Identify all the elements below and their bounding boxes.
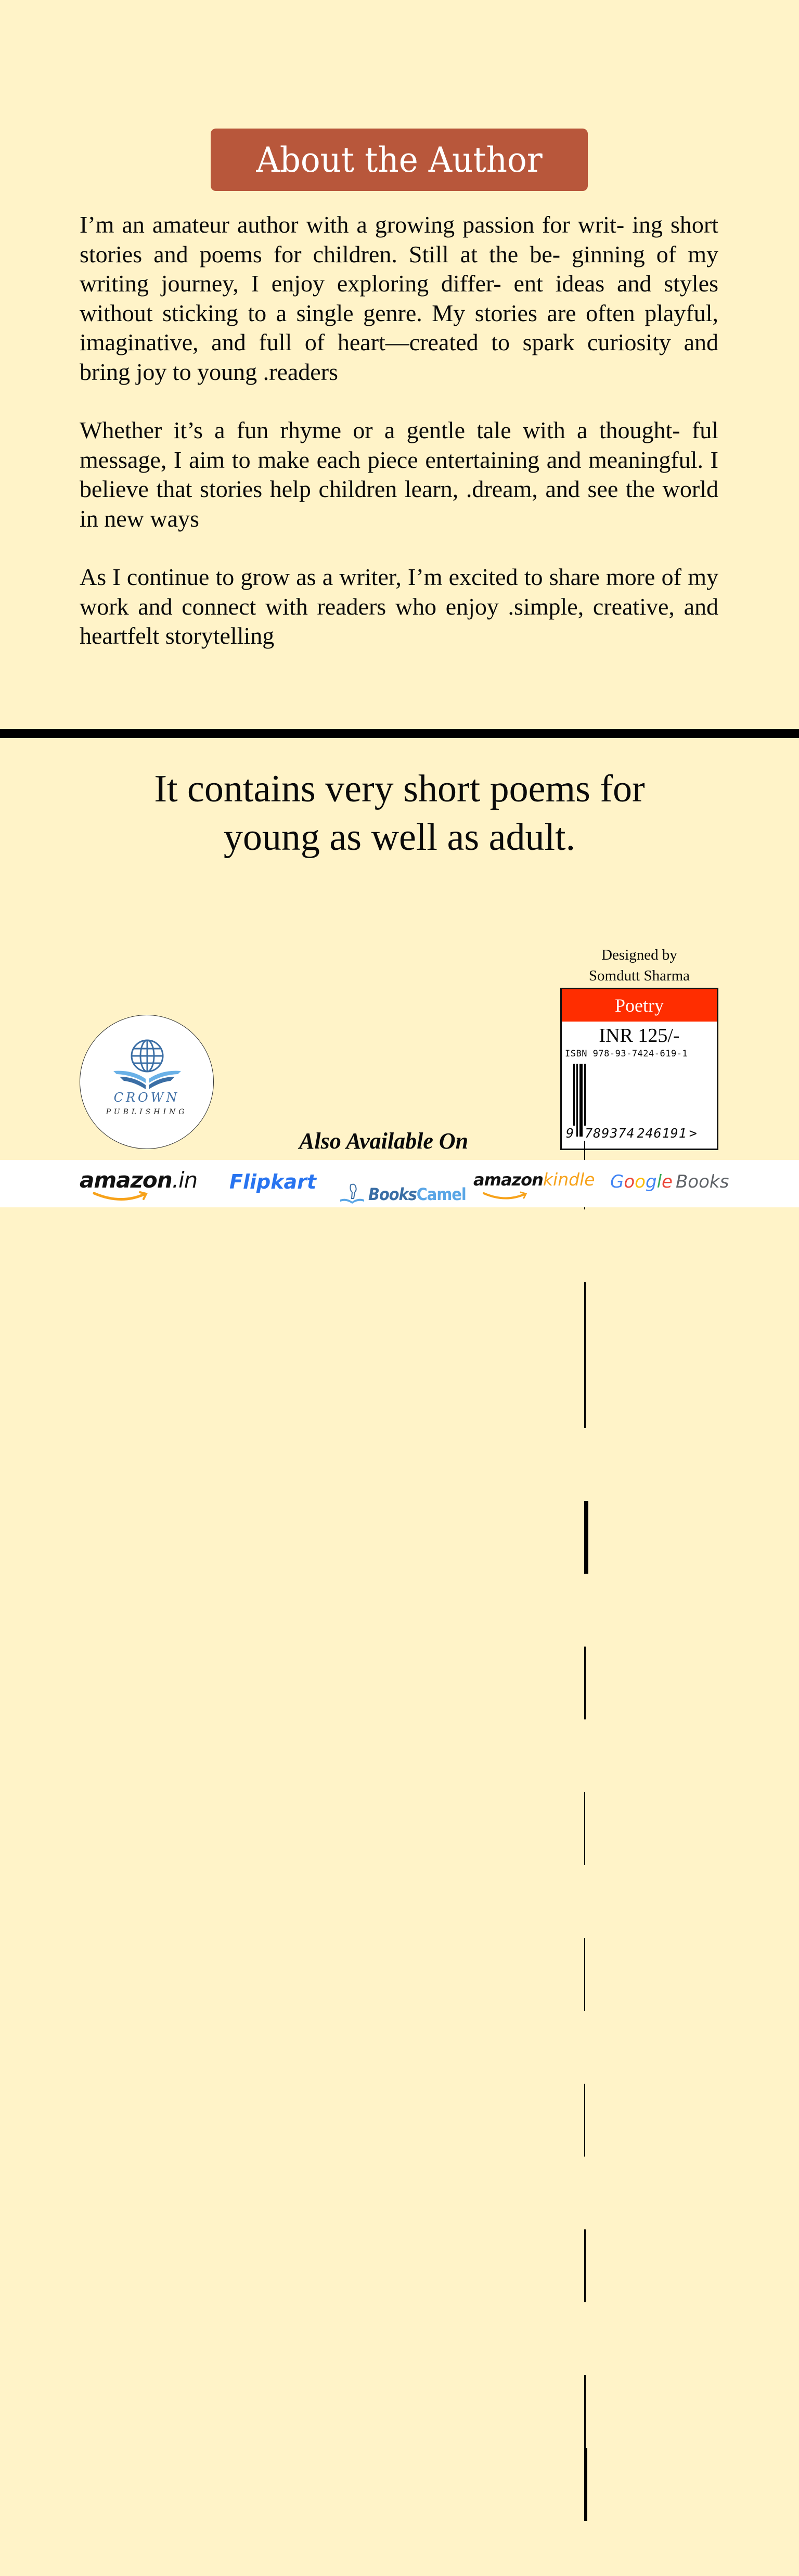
- barcode-lead-digit: 9: [566, 1126, 575, 1141]
- credits-label: Designed by: [601, 947, 677, 963]
- about-author-banner: [211, 129, 588, 191]
- book-tagline: [0, 765, 799, 862]
- isbn-text: ISBN 978-93-7424-619-1: [565, 1049, 688, 1059]
- amazon-smile-icon: [482, 1191, 529, 1202]
- price-label: INR 125/-: [599, 1025, 680, 1047]
- barcode-digits: [565, 1126, 699, 1141]
- publisher-name-top: CROWN: [113, 1090, 180, 1105]
- genre-label: Poetry: [562, 989, 717, 1022]
- publisher-name-bottom: PUBLISHING: [106, 1108, 188, 1116]
- store-amazon-in[interactable]: amazon.in: [80, 1167, 197, 1215]
- about-author-title: About the Author: [256, 139, 543, 180]
- author-bio: [80, 210, 718, 680]
- globe-open-book-icon: [80, 1015, 214, 1150]
- designer-name: Somdutt Sharma: [588, 967, 690, 984]
- amazon-smile-icon: [92, 1191, 149, 1203]
- tagline-line-2: young as well as adult.: [223, 816, 576, 859]
- camel-book-icon: [339, 1183, 365, 1206]
- section-divider: [0, 729, 799, 738]
- bio-paragraph-3: As I continue to grow as a writer, I’m excited to share more of my work and connect with readers who enjoy .simple, creative, and heartfelt storytelling: [80, 564, 718, 649]
- bio-paragraph-1: I’m an amateur author with a growing passion for writ- ing short stories and poems for children. Still at the be- ginning of my writing journey, I enjoy exploring differ- ent ideas and styles without sticking to a single genre. My stories are often playful, imaginative, and full of heart—created to spark curiosity and bring joy to young .readers: [80, 211, 718, 385]
- barcode-group-1: 789374: [585, 1126, 635, 1141]
- tagline-line-1: It contains very short poems for: [154, 768, 645, 810]
- barcode-trail: >: [689, 1126, 698, 1141]
- store-bookscamel[interactable]: BooksCamel: [339, 1170, 466, 1218]
- store-google-books[interactable]: Google Books: [610, 1171, 729, 1192]
- barcode-group-2: 246191: [637, 1126, 687, 1141]
- bio-paragraph-2: Whether it’s a fun rhyme or a gentle tale with a thought- ful message, I aim to make each piece entertaining and meaningful. I believe that stories help children learn, .dream, and see the world in new ways: [80, 417, 718, 532]
- price-isbn-box: [560, 988, 718, 1150]
- store-flipkart[interactable]: Flipkart: [229, 1170, 317, 1193]
- also-available-heading: Also Available On: [299, 1128, 469, 1154]
- store-amazon-kindle[interactable]: amazonkindle: [473, 1169, 595, 1217]
- publisher-logo: [80, 1015, 214, 1149]
- retailer-strip: [0, 1160, 799, 1207]
- designer-credits: [560, 945, 718, 986]
